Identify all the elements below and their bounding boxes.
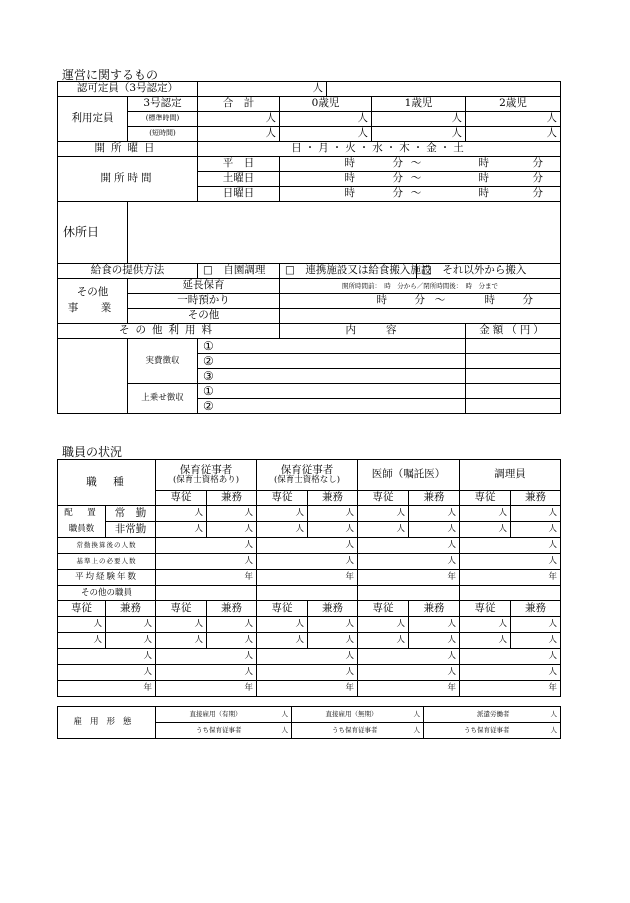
other-required-cell[interactable]: 人: [358, 665, 460, 681]
other-regular-cell[interactable]: 人: [308, 617, 358, 633]
other-staff-blank: [156, 586, 257, 601]
class3-label: 3号認定: [128, 97, 198, 112]
actual-cost-row-3[interactable]: ③: [198, 369, 466, 384]
of-which-label-3: うち保育従事者: [424, 723, 510, 739]
fees-amount-label: 金額（円）: [466, 324, 561, 339]
actual-cost-row-2[interactable]: ②: [198, 354, 466, 369]
other-nonregular-cell[interactable]: 人: [358, 633, 409, 649]
qualified-dual: 兼務: [207, 491, 257, 506]
std-age1[interactable]: 人: [372, 112, 466, 127]
std-total[interactable]: 人: [198, 112, 280, 127]
weekday-hours[interactable]: 時 分 ～ 時 分: [280, 157, 561, 172]
extra-charge-label: 上乗せ徴収: [128, 384, 198, 414]
other-years-cell[interactable]: 年: [460, 681, 561, 697]
other-nonregular-cell[interactable]: 人: [156, 633, 207, 649]
doctor-dual: 兼務: [409, 491, 460, 506]
open-days-value[interactable]: 日・月・火・水・木・金・土: [198, 142, 561, 157]
other-nonregular-cell[interactable]: 人: [257, 633, 308, 649]
regular-label: 常 勤: [106, 506, 156, 522]
actual-cost-row-1[interactable]: ①: [198, 339, 466, 354]
required-cell[interactable]: 人: [460, 554, 561, 570]
other-years-cell[interactable]: 年: [358, 681, 460, 697]
other-regular-cell[interactable]: 人: [207, 617, 257, 633]
fees-content-label: 内 容: [280, 324, 466, 339]
direct-indef-label: 直接雇用（無期）: [292, 707, 378, 723]
meal-option-other[interactable]: □ それ以外から搬入: [417, 264, 561, 279]
other-regular-cell[interactable]: 人: [257, 617, 308, 633]
other-header-dual: 兼務: [308, 601, 358, 617]
nonregular-cell[interactable]: 人: [409, 522, 460, 538]
holidays-field[interactable]: [128, 202, 561, 264]
other-years-cell[interactable]: 年: [58, 681, 156, 697]
nonregular-cell[interactable]: 人: [156, 522, 207, 538]
other-fte-cell[interactable]: 人: [460, 649, 561, 665]
other-header-full: 専従: [460, 601, 511, 617]
temporary-care-hours[interactable]: 時 分 ～ 時 分: [280, 294, 561, 309]
other-regular-cell[interactable]: 人: [460, 617, 511, 633]
other-header-full: 専従: [58, 601, 106, 617]
other-fte-cell[interactable]: 人: [257, 649, 358, 665]
sunday-label: 日曜日: [198, 187, 280, 202]
other-regular-cell[interactable]: 人: [511, 617, 561, 633]
fte-cell[interactable]: 人: [257, 538, 358, 554]
fees-blank: [58, 339, 128, 414]
short-time-label: (短時間): [128, 127, 198, 142]
nonregular-cell[interactable]: 人: [460, 522, 511, 538]
other-nonregular-cell[interactable]: 人: [511, 633, 561, 649]
other-required-cell[interactable]: 人: [460, 665, 561, 681]
of-which-value-2[interactable]: 人: [378, 723, 424, 739]
fees-label: その他利用料: [58, 324, 280, 339]
open-days-label: 開所曜日: [58, 142, 198, 157]
regular-cell[interactable]: 人: [207, 506, 257, 522]
extended-care-label: 延長保育: [128, 279, 280, 294]
nonregular-cell[interactable]: 人: [358, 522, 409, 538]
capacity-value[interactable]: 人: [198, 82, 327, 97]
regular-cell[interactable]: 人: [308, 506, 358, 522]
staff-kind-label: 職 種: [58, 460, 156, 506]
other-nonregular-cell[interactable]: 人: [58, 633, 106, 649]
fte-cell[interactable]: 人: [156, 538, 257, 554]
short-age1[interactable]: 人: [372, 127, 466, 142]
avg-years-cell[interactable]: 年: [156, 570, 257, 586]
actual-cost-label: 実費徴収: [128, 339, 198, 384]
regular-cell[interactable]: 人: [511, 506, 561, 522]
saturday-hours[interactable]: 時 分 ～ 時 分: [280, 172, 561, 187]
employment-table: [57, 706, 561, 739]
other-required-cell[interactable]: 人: [156, 665, 257, 681]
of-which-label-1: うち保育従事者: [156, 723, 242, 739]
dispatch-value[interactable]: 人: [510, 707, 561, 723]
other-header-full: 専従: [358, 601, 409, 617]
staff-table: [57, 459, 561, 697]
dispatch-label: 派遣労働者: [424, 707, 510, 723]
std-age2[interactable]: 人: [466, 112, 561, 127]
of-which-value-3[interactable]: 人: [510, 723, 561, 739]
staff-group-doctor: 医師（嘱託医）: [358, 460, 460, 491]
other-business-other-label: その他: [128, 309, 280, 324]
other-regular-cell[interactable]: 人: [106, 617, 156, 633]
of-which-value-1[interactable]: 人: [242, 723, 292, 739]
staff-group-unqualified: 保育従事者 (保育士資格なし): [257, 460, 358, 491]
required-label: 基準上の必要人数: [58, 554, 156, 570]
nonregular-cell[interactable]: 人: [511, 522, 561, 538]
sunday-hours[interactable]: 時 分 ～ 時 分: [280, 187, 561, 202]
short-total[interactable]: 人: [198, 127, 280, 142]
short-age2[interactable]: 人: [466, 127, 561, 142]
actual-cost-amount-2[interactable]: [466, 354, 561, 369]
nonregular-cell[interactable]: 人: [207, 522, 257, 538]
other-nonregular-cell[interactable]: 人: [460, 633, 511, 649]
other-staff-label: その他の職員: [58, 586, 156, 601]
other-required-cell[interactable]: 人: [58, 665, 156, 681]
avg-years-cell[interactable]: 年: [257, 570, 358, 586]
other-nonregular-cell[interactable]: 人: [207, 633, 257, 649]
col-total: 合 計: [198, 97, 280, 112]
other-business-other-field[interactable]: [280, 309, 561, 324]
other-fte-cell[interactable]: 人: [58, 649, 156, 665]
open-hours-label: 開所時間: [58, 157, 198, 202]
staff-group-qualified: 保育従事者 (保育士資格あり): [156, 460, 257, 491]
of-which-label-2: うち保育従事者: [292, 723, 378, 739]
other-regular-cell[interactable]: 人: [409, 617, 460, 633]
other-header-dual: 兼務: [106, 601, 156, 617]
fte-cell[interactable]: 人: [358, 538, 460, 554]
direct-fixed-value[interactable]: 人: [242, 707, 292, 723]
short-age0[interactable]: 人: [280, 127, 372, 142]
required-cell[interactable]: 人: [257, 554, 358, 570]
other-header-dual: 兼務: [511, 601, 561, 617]
doctor-full: 専従: [358, 491, 409, 506]
other-header-dual: 兼務: [409, 601, 460, 617]
fte-label: 常勤換算後の人数: [58, 538, 156, 554]
actual-cost-amount-1[interactable]: [466, 339, 561, 354]
nonregular-cell[interactable]: 人: [308, 522, 358, 538]
col-age0: 0歳児: [280, 97, 372, 112]
other-regular-cell[interactable]: 人: [156, 617, 207, 633]
actual-cost-amount-3[interactable]: [466, 369, 561, 384]
regular-cell[interactable]: 人: [358, 506, 409, 522]
fte-cell[interactable]: 人: [460, 538, 561, 554]
placement-label-1: 配 置: [58, 506, 106, 522]
staff-group-cook: 調理員: [460, 460, 561, 491]
placement-label-2: 職員数: [58, 522, 106, 538]
other-nonregular-cell[interactable]: 人: [106, 633, 156, 649]
other-staff-blank: [460, 586, 561, 601]
other-required-cell[interactable]: 人: [257, 665, 358, 681]
required-cell[interactable]: 人: [156, 554, 257, 570]
other-years-cell[interactable]: 年: [257, 681, 358, 697]
avg-years-label: 平均経験年数: [58, 570, 156, 586]
capacity-label: 認可定員（3号認定）: [58, 82, 198, 97]
saturday-label: 土曜日: [198, 172, 280, 187]
other-header-full: 専従: [257, 601, 308, 617]
avg-years-cell[interactable]: 年: [358, 570, 460, 586]
other-regular-cell[interactable]: 人: [358, 617, 409, 633]
regular-cell[interactable]: 人: [156, 506, 207, 522]
col-age1: 1歳児: [372, 97, 466, 112]
extra-charge-row-2[interactable]: ②: [198, 399, 466, 414]
operation-table: [57, 81, 561, 414]
other-regular-cell[interactable]: 人: [58, 617, 106, 633]
cook-full: 専従: [460, 491, 511, 506]
extra-charge-row-1[interactable]: ①: [198, 384, 466, 399]
std-age0[interactable]: 人: [280, 112, 372, 127]
extra-charge-amount-2[interactable]: [466, 399, 561, 414]
other-fte-cell[interactable]: 人: [156, 649, 257, 665]
extra-charge-amount-1[interactable]: [466, 384, 561, 399]
extended-care-hours[interactable]: 開所時間前： 時 分から／閉所時間後： 時 分まで: [280, 279, 561, 294]
unqualified-dual: 兼務: [308, 491, 358, 506]
unqualified-full: 専従: [257, 491, 308, 506]
col-age2: 2歳児: [466, 97, 561, 112]
weekday-label: 平 日: [198, 157, 280, 172]
required-cell[interactable]: 人: [358, 554, 460, 570]
regular-cell[interactable]: 人: [460, 506, 511, 522]
section-title-staff: 職員の状況: [62, 445, 123, 459]
qualified-full: 専従: [156, 491, 207, 506]
holidays-label: 休所日: [58, 202, 128, 264]
other-nonregular-cell[interactable]: 人: [308, 633, 358, 649]
other-header-dual: 兼務: [207, 601, 257, 617]
regular-cell[interactable]: 人: [409, 506, 460, 522]
other-header-full: 専従: [156, 601, 207, 617]
direct-fixed-label: 直接雇用（有期）: [156, 707, 242, 723]
cook-dual: 兼務: [511, 491, 561, 506]
standard-time-label: (標準時間): [128, 112, 198, 127]
meal-option-self[interactable]: □ 自園調理: [198, 264, 280, 279]
avg-years-cell[interactable]: 年: [460, 570, 561, 586]
nonregular-label: 非常勤: [106, 522, 156, 538]
direct-indef-value[interactable]: 人: [378, 707, 424, 723]
other-staff-blank: [257, 586, 358, 601]
other-nonregular-cell[interactable]: 人: [409, 633, 460, 649]
other-business-label: その他 事 業: [58, 279, 128, 324]
meal-option-linked[interactable]: □ 連携施設又は給食搬入施設: [280, 264, 417, 279]
other-years-cell[interactable]: 年: [156, 681, 257, 697]
employment-label: 雇用形態: [58, 707, 156, 739]
nonregular-cell[interactable]: 人: [257, 522, 308, 538]
temporary-care-label: 一時預かり: [128, 294, 280, 309]
usage-label: 利用定員: [58, 97, 128, 142]
capacity-blank: [327, 82, 561, 97]
other-fte-cell[interactable]: 人: [358, 649, 460, 665]
meal-label: 給食の提供方法: [58, 264, 198, 279]
regular-cell[interactable]: 人: [257, 506, 308, 522]
section-title-operation: 運営に関するもの: [62, 68, 159, 82]
other-staff-blank: [358, 586, 460, 601]
